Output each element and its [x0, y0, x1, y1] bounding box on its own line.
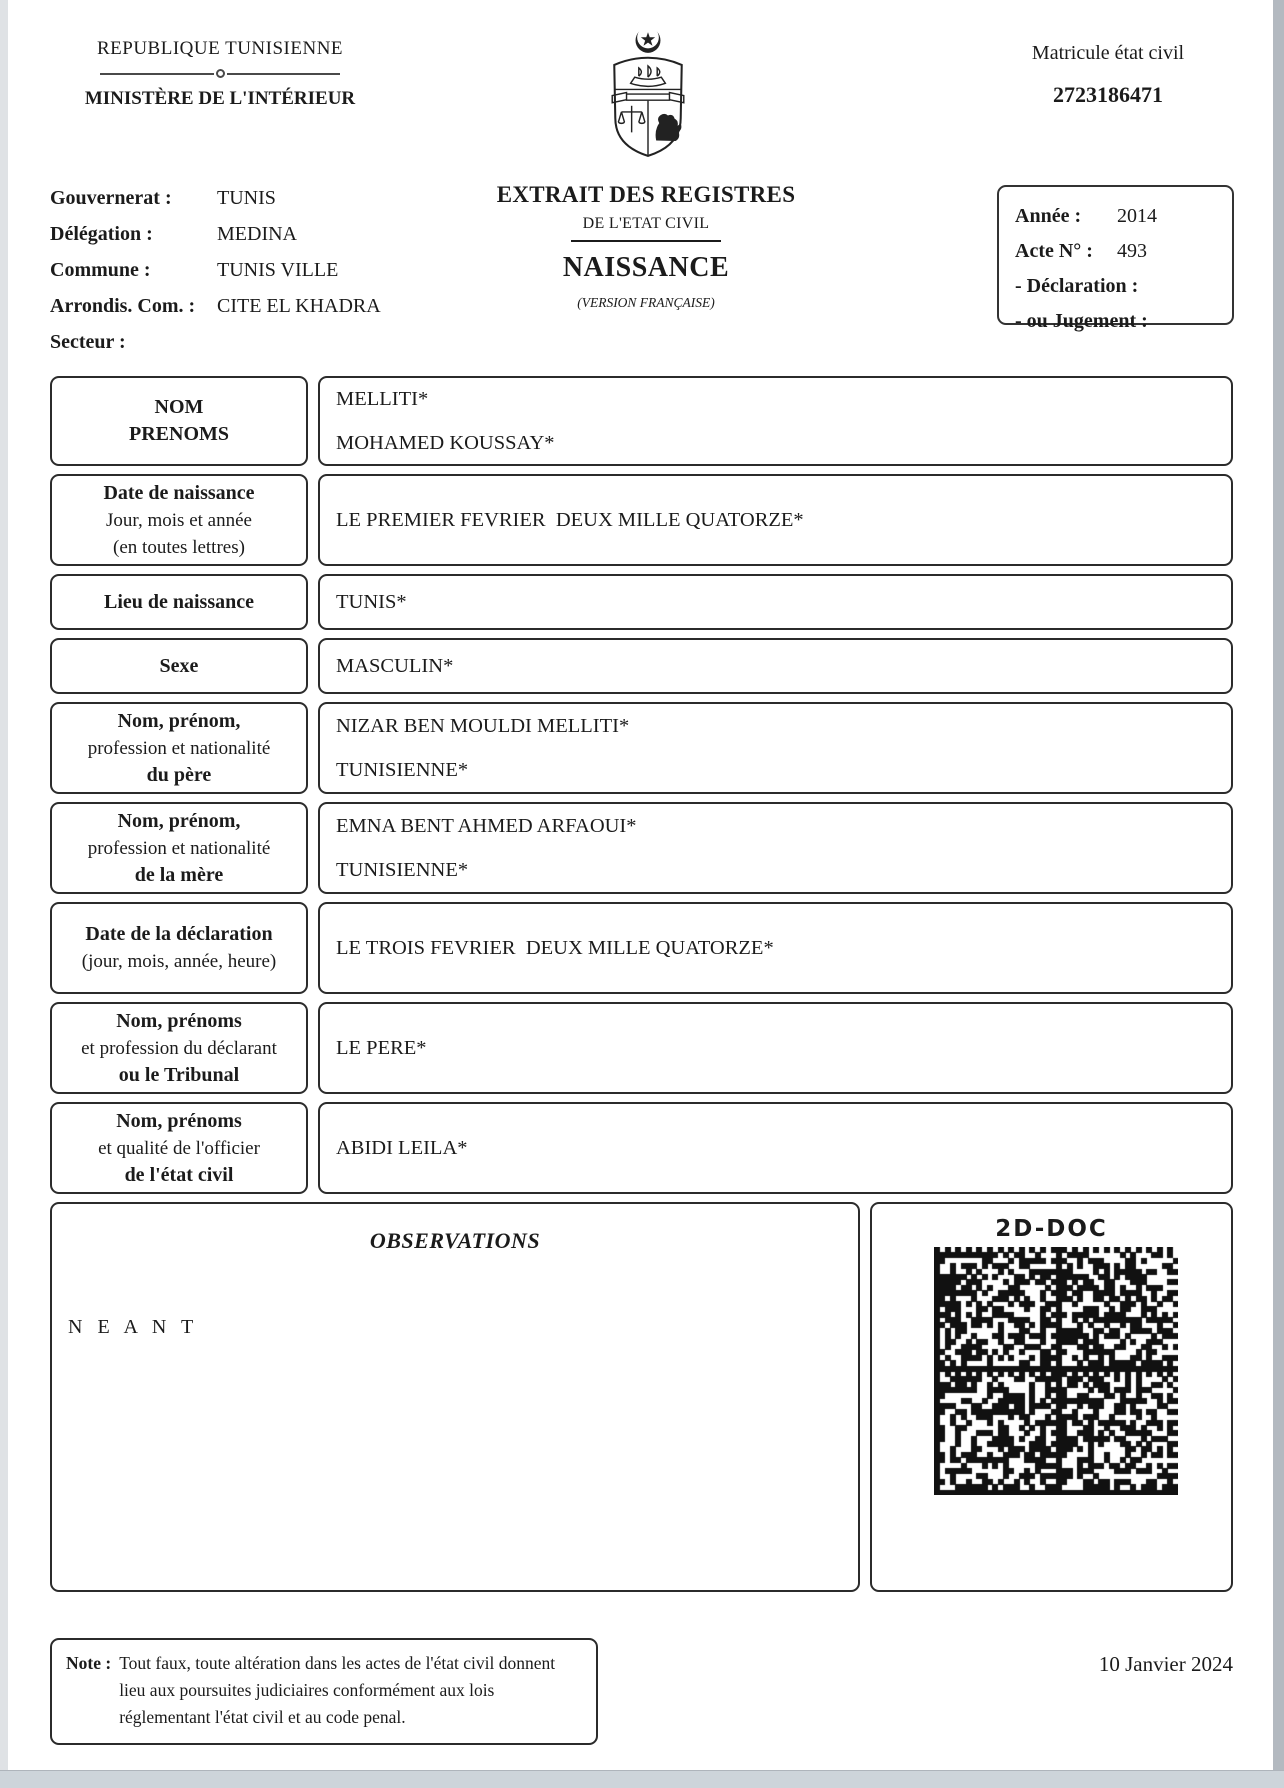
issue-date: 10 Janvier 2024 [1098, 1652, 1233, 1676]
row-value-box [318, 1002, 1233, 1094]
row-label-box [50, 1002, 308, 1094]
admin-line-arrondissement [50, 288, 381, 324]
row-label-line: Nom, prénom, [117, 809, 241, 832]
table-row [50, 902, 1233, 994]
table-row [50, 638, 1233, 694]
scan-edge-right [1273, 0, 1284, 1788]
document-content [50, 0, 1233, 1738]
note-label: Note : [66, 1653, 112, 1673]
title-extrait: EXTRAIT DES REGISTRES [496, 182, 796, 207]
table-row [50, 574, 1233, 630]
row-value-box [318, 638, 1233, 694]
admin-line-secteur [50, 324, 381, 360]
row-label-line: Nom, prénom, [117, 709, 241, 732]
table-row [50, 376, 1233, 466]
row-value-line: LE PREMIER FEVRIER DEUX MILLE QUATORZE* [336, 508, 804, 531]
acte-box [997, 185, 1234, 332]
row-value-box [318, 902, 1233, 994]
admin-value: TUNIS [217, 187, 276, 209]
header-left [60, 38, 380, 110]
row-value-box [318, 702, 1233, 794]
acte-line-annee [1015, 199, 1216, 234]
row-label-line: de l'état civil [124, 1163, 234, 1186]
scan-edge-bottom [0, 1770, 1284, 1788]
row-label-box [50, 1102, 308, 1194]
row-label-line: ou le Tribunal [118, 1063, 240, 1086]
declaration-label: - Déclaration : [1015, 275, 1139, 297]
row-label-line: (en toutes lettres) [113, 536, 245, 558]
doc2d-label: 2D-DOC [995, 1216, 1108, 1242]
table-row [50, 802, 1233, 894]
row-label-box [50, 574, 308, 630]
row-value-line: TUNISIENNE* [336, 758, 469, 781]
row-label-line: profession et nationalité [87, 737, 271, 759]
admin-label: Arrondis. Com. : [50, 295, 196, 317]
row-label-line: PRENOMS [129, 423, 229, 445]
row-value-box [318, 1102, 1233, 1194]
row-label-box [50, 902, 308, 994]
2d-doc-barcode [934, 1247, 1178, 1495]
title-version: (VERSION FRANÇAISE) [577, 295, 715, 310]
scan-edge-left [0, 0, 8, 1788]
row-value-line: MOHAMED KOUSSAY* [336, 431, 555, 454]
row-label-line: Sexe [159, 654, 199, 677]
admin-label: Délégation : [50, 223, 153, 245]
admin-label: Secteur : [50, 331, 126, 353]
republic-title: REPUBLIQUE TUNISIENNE [96, 38, 344, 59]
note-text: Tout faux, toute altération dans les actes de l'état civil donnent lieu aux poursuites judiciaires conformément aux lois réglementant l'état civil et au code penal. [119, 1653, 556, 1728]
ornament-divider [100, 69, 340, 78]
tunisia-coat-of-arms-icon [602, 24, 694, 166]
row-value-line: ABIDI LEILA* [336, 1136, 468, 1159]
ministry-title: MINISTÈRE DE L'INTÉRIEUR [84, 88, 356, 109]
note-band [50, 1638, 1233, 1738]
note-box [50, 1638, 598, 1745]
row-label-line: Nom, prénoms [116, 1009, 242, 1032]
admin-line-commune [50, 252, 381, 288]
row-label-line: Date de naissance [103, 481, 255, 504]
row-label-box [50, 802, 308, 894]
row-label-box [50, 376, 308, 466]
annee-label: Année : [1015, 205, 1082, 227]
row-label-line: de la mère [134, 863, 224, 886]
table-row [50, 474, 1233, 566]
acte-line-numero [1015, 234, 1216, 269]
row-value-line: TUNISIENNE* [336, 858, 469, 881]
row-value-line: NIZAR BEN MOULDI MELLITI* [336, 714, 630, 737]
observations-title: OBSERVATIONS [369, 1228, 541, 1253]
title-naissance: NAISSANCE [562, 252, 730, 283]
header-right [983, 42, 1233, 108]
row-value-line: LE PERE* [336, 1036, 427, 1059]
admin-value: MEDINA [217, 223, 297, 245]
matricule-value: 2723186471 [1053, 82, 1163, 107]
acte-numero-value: 493 [1117, 240, 1147, 262]
header [50, 0, 1233, 160]
document-title [446, 182, 846, 311]
admin-value: CITE EL KHADRA [217, 295, 381, 317]
jugement-label: - ou Jugement : [1015, 310, 1148, 332]
admin-label: Gouvernerat : [50, 187, 172, 209]
row-value-box [318, 802, 1233, 894]
row-value-line: MASCULIN* [336, 654, 454, 677]
info-band [50, 160, 1233, 376]
admin-line-delegation [50, 216, 381, 252]
annee-value: 2014 [1117, 205, 1157, 227]
row-value-box [318, 574, 1233, 630]
row-label-line: (jour, mois, année, heure) [81, 951, 277, 972]
row-label-box [50, 702, 308, 794]
doc2d-box [870, 1202, 1233, 1592]
admin-label: Commune : [50, 259, 151, 281]
row-label-line: et qualité de l'officier [98, 1137, 260, 1159]
row-value-box [318, 376, 1233, 466]
row-label-line: profession et nationalité [87, 837, 271, 859]
row-value-line: EMNA BENT AHMED ARFAOUI* [336, 814, 637, 837]
table-row [50, 1102, 1233, 1194]
row-label-line: Jour, mois et année [106, 509, 252, 531]
divider-dot-icon [216, 69, 225, 78]
row-label-line: Nom, prénoms [116, 1109, 242, 1132]
row-label-line: NOM [154, 396, 204, 418]
row-value-box [318, 474, 1233, 566]
divider-line [227, 73, 341, 75]
divider-line [100, 73, 214, 75]
title-etat-civil: DE L'ETAT CIVIL [582, 215, 710, 232]
row-label-box [50, 638, 308, 694]
row-label-line: du père [146, 763, 212, 786]
table-row [50, 702, 1233, 794]
acte-numero-label: Acte N° : [1015, 240, 1093, 262]
row-label-box [50, 474, 308, 566]
observations-content: N E A N T [68, 1316, 199, 1338]
title-rule [571, 240, 721, 242]
observations-box [50, 1202, 860, 1592]
main-table [50, 376, 1233, 1194]
row-label-line: et profession du déclarant [81, 1037, 277, 1059]
row-label-line: Lieu de naissance [103, 590, 255, 613]
matricule-label: Matricule état civil [1031, 42, 1185, 64]
row-value-line: MELLITI* [336, 387, 429, 410]
row-value-line: LE TROIS FEVRIER DEUX MILLE QUATORZE* [336, 936, 774, 959]
table-row [50, 1002, 1233, 1094]
observations-band [50, 1202, 1233, 1592]
admin-block [50, 180, 381, 360]
admin-value: TUNIS VILLE [217, 259, 339, 281]
row-label-line: Date de la déclaration [85, 923, 273, 945]
row-value-line: TUNIS* [336, 590, 407, 613]
admin-line-gouvernerat [50, 180, 381, 216]
